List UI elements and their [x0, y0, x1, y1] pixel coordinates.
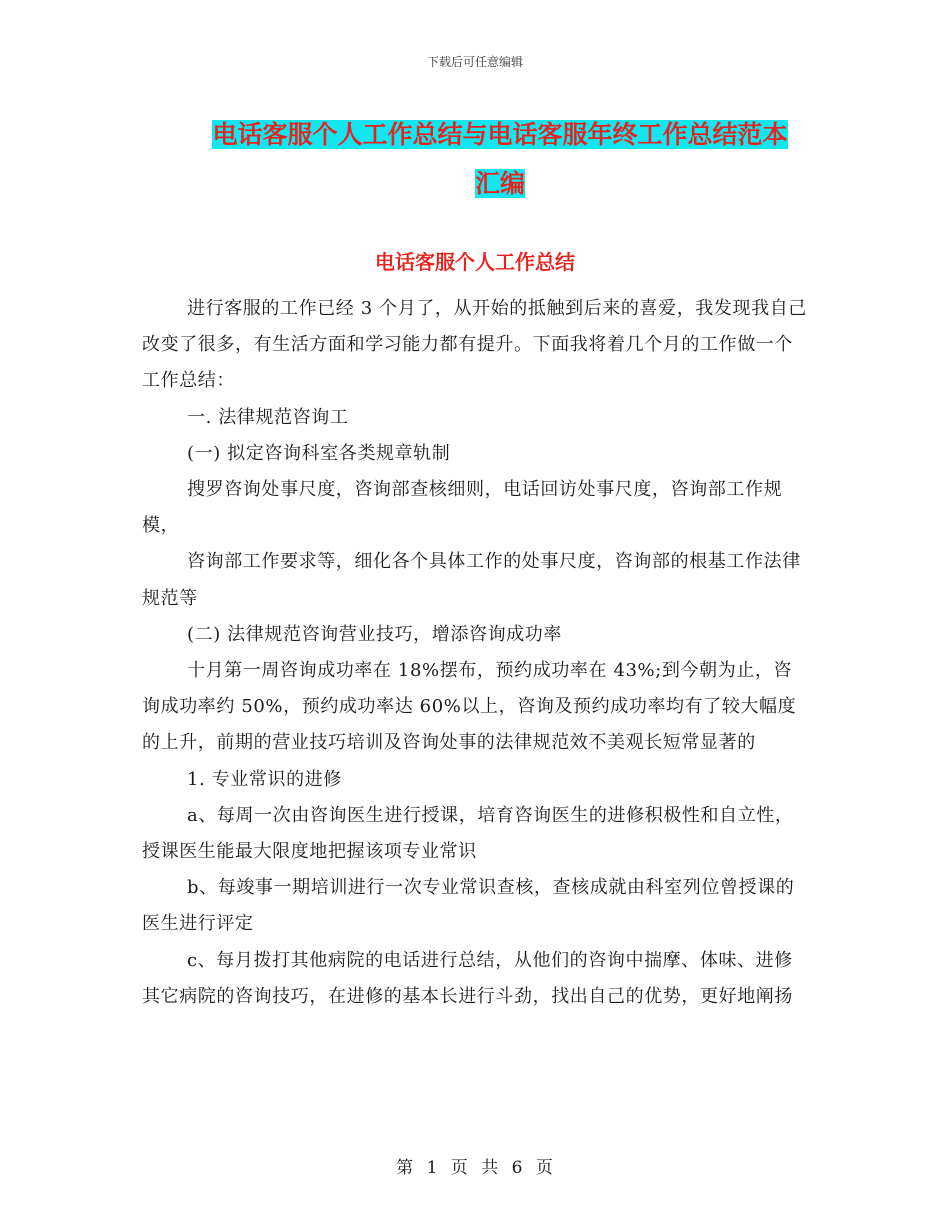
paragraph-2: 一. 法律规范咨询工: [187, 406, 349, 428]
paragraph-4: 搜罗咨询处事尺度，咨询部查核细则，电话回访处事尺度，咨询部工作规模，: [142, 479, 783, 537]
paragraph-6: (二) 法律规范咨询营业技巧，增添咨询成功率: [187, 623, 562, 645]
header-note: 下载后可任意编辑: [426, 55, 523, 69]
document-title-line-1: 电话客服个人工作总结与电话客服年终工作总结范本: [212, 120, 788, 149]
paragraph-5: 咨询部工作要求等，细化各个具体工作的处事尺度，咨询部的根基工作法律规范等: [142, 551, 801, 609]
document-title-line-2: 汇编: [474, 169, 525, 198]
paragraph-1: 进行客服的工作已经 3 个月了，从开始的抵触到后来的喜爱，我发现我自己改变了很多，有生活方面和学习能力都有提升。下面我将着几个月的工作做一个工作总结：: [142, 298, 807, 392]
paragraph-8: 1. 专业常识的进修: [187, 768, 342, 790]
paragraph-11: c、每月拨打其他病院的电话进行总结，从他们的咨询中揣摩、体味、进修其它病院的咨询技巧，在进修的基本长进行斗劲，找出自己的优势，更好地阐扬: [142, 949, 793, 1007]
page-footer: 第 1 页 共 6 页: [396, 1158, 554, 1178]
paragraph-10: b、每竣事一期培训进行一次专业常识查核，查核成就由科室列位曾授课的医生进行评定: [142, 877, 795, 935]
document-body: [142, 291, 810, 1015]
document-title: [190, 110, 810, 208]
section-title: 电话客服个人工作总结: [375, 250, 575, 274]
paragraph-3: (一) 拟定咨询科室各类规章轨制: [187, 442, 451, 464]
paragraph-7: 十月第一周咨询成功率在 18%摆布，预约成功率在 43%;到今朝为止，咨询成功率约 50%，预约成功率达 60%以上，咨询及预约成功率均有了较大幅度的上升，前期的营业技巧培训及咨询处事的法律规范效不美观长短常显著的: [142, 660, 797, 754]
paragraph-9: a、每周一次由咨询医生进行授课，培育咨询医生的进修积极性和自立性，授课医生能最大限度地把握该项专业常识: [142, 804, 794, 863]
